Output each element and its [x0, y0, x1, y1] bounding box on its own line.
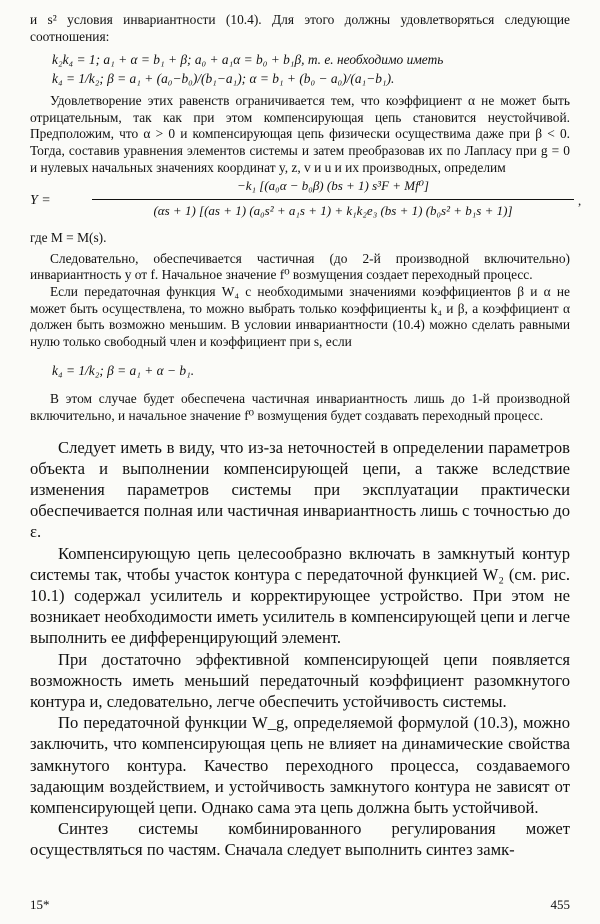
body-paragraph-effective-chain: При достаточно эффективной компенсирующей цепи появляется возможность иметь меньший передаточный коэффициент разомкнутого контура и, следовательно, легче обеспечить устойчивость системы. [30, 649, 570, 711]
paragraph-alpha-constraint: Удовлетворение этих равенств ограничивается тем, что коэффициент α не может быть отрицательным, так как при этом компенсирующая цепь становится неустойчивой. Предположим, что α > 0 и компенсирующая цепь физически осуществима даже при β < 0. Тогда, составив уравнения элементов системы и затем преобразовав их по Лапласу при g = 0 и нулевых начальных значениях координат y, z, v и u и их производных, определим [30, 93, 570, 175]
formula-k4-beta: k₄ = 1/k₂; β = a₁ + α − b₁. [52, 363, 195, 379]
intro-text: и s² условия инвариантности (10.4). Для этого должны удовлетворяться следующие соотношения: [30, 12, 570, 44]
where-m-text: где M = M(s). [30, 230, 107, 246]
paragraph-w4-selection: Если передаточная функция W₄ с необходимыми значениями коэффициентов β и α не может быть осуществлена, то можно выбрать только коэффициенты k₄ и β, а коэффициент α должен быть возможно меньшим. В условии инвариантности (10.4) можно сделать равными нулю только свободный член и коэффициент при s, если [30, 283, 570, 349]
paragraph-partial-invariance: Следовательно, обеспечивается частичная (до 2-й производной включительно) инвариантность y от f. Начальное значение f⁰ возмущения создает переходный процесс. [30, 250, 570, 283]
formula-lhs: Y = [30, 193, 51, 209]
formula-denominator: (αs + 1) [(as + 1) (a₀s² + a₁s + 1) + k₁k₂e₃ (bs + 1) (b₀s² + b₁s + 1)] [153, 203, 513, 219]
formula-coefficient-solutions: k₄ = 1/k₂; β = a₁ + (a₀−b₀)/(b₁−a₁); α = b₁ + (b₀ − a₀)/(a₁−b₁). [52, 71, 395, 87]
fraction-bar [92, 199, 574, 200]
body-paragraph-synthesis: Синтез системы комбинированного регулирования может осуществляться по частям. Сначала следует выполнить синтез замк- [30, 819, 570, 860]
paragraph-first-derivative: В этом случае будет обеспечена частичная инвариантность лишь до 1-й производной включительно, и начальное значение f⁰ возмущения будет создавать переходный процесс. [30, 391, 570, 423]
page-number: 455 [550, 897, 570, 912]
page-footer [30, 897, 570, 913]
body-paragraph-accuracy: Следует иметь в виду, что из-за неточностей в определении параметров объекта и выполнении компенсирующей цепи, а также вследствие изменения параметров системы при эксплуатации практически обеспечивается полная или частичная инвариантность лишь с точностью до ε. [30, 437, 570, 542]
signature-mark: 15* [30, 897, 50, 912]
formula-comma: , [578, 193, 582, 209]
formula-invariance-conditions: k₂k₄ = 1; a₁ + α = b₁ + β; a₀ + a₁α = b₀ + b₁β, т. е. необходимо иметь [52, 52, 444, 68]
formula-numerator: −k₁ [(a₀α − b₀β) (bs + 1) s³F + Mf⁰] [236, 178, 429, 194]
body-paragraph-wg-function: По передаточной функции W_g, определяемой формулой (10.3), можно заключить, что компенсирующая цепь не влияет на динамические свойства замкнутого контура. Качество переходного процесса, создаваемого задающим воздействием, и устойчивость замкнутого контура не зависят от компенсирующей цепи. Однако сама эта цепь должна быть устойчивой. [30, 713, 570, 817]
body-paragraph-closed-loop: Компенсирующую цепь целесообразно включать в замкнутый контур системы так, чтобы участок контура с передаточной функцией W₂ (см. рис. 10.1) содержал усилитель и корректирующее устройство. При этом не возникает необходимости иметь усилитель в компенсирующей цепи и легче выполнить ее дифференцирующий элемент. [30, 543, 570, 648]
formula-transfer-y [30, 178, 582, 226]
